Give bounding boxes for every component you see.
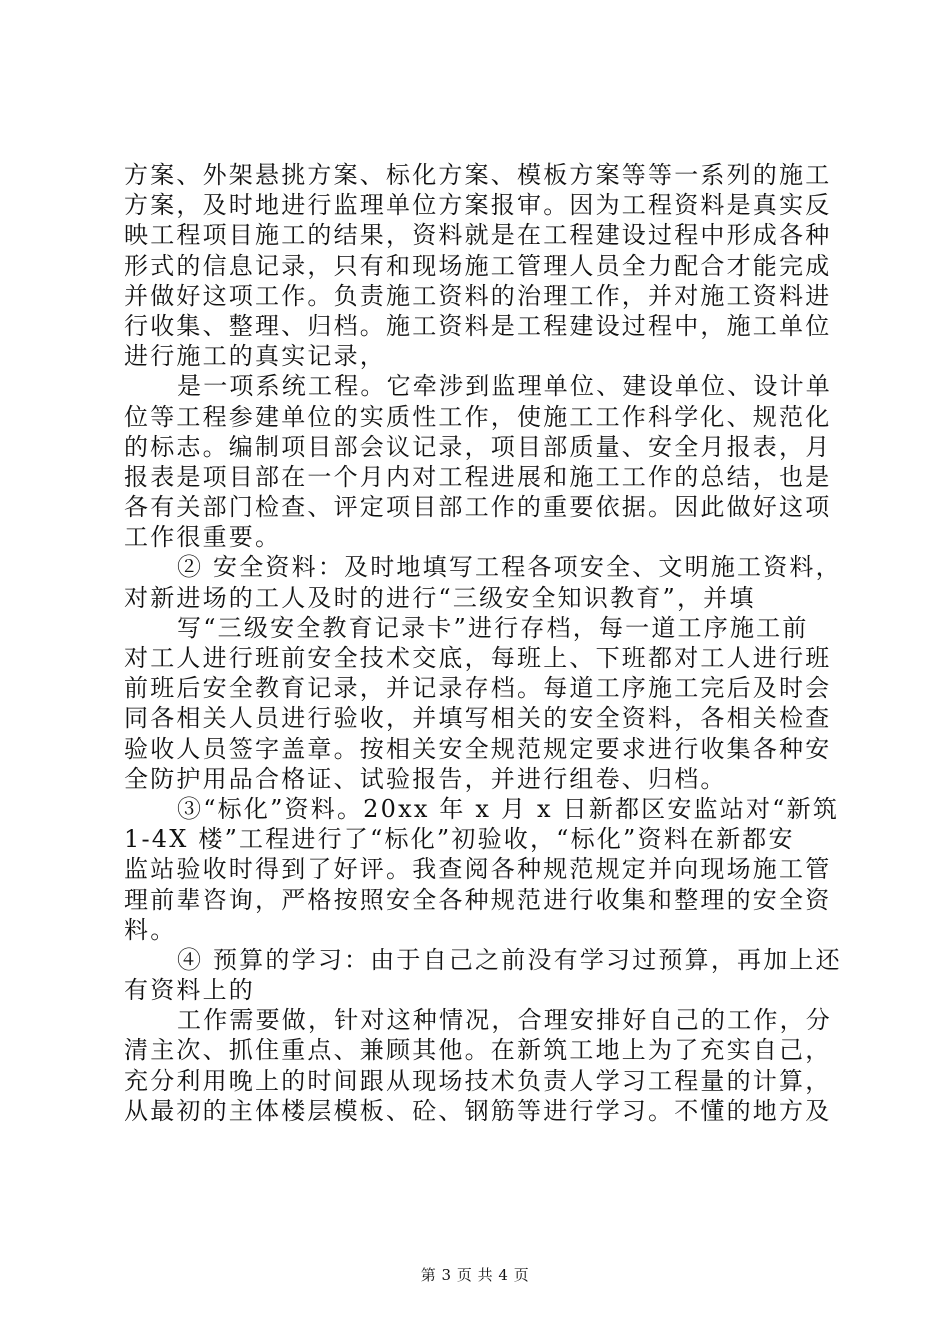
text-line: 各有关部门检查、评定项目部工作的重要依据。因此做好这项 [124,493,832,522]
text-line: 进行施工的真实记录， [124,342,386,371]
text-line: 工作很重要。 [124,523,282,552]
text-line: 监站验收时得到了好评。我查阅各种规范规定并向现场施工管 [124,855,832,884]
text-line: 有资料上的 [124,976,255,1005]
text-line: 充分利用晚上的时间跟从现场技术负责人学习工程量的计算， [124,1066,832,1095]
text-line: 从最初的主体楼层模板、砼、钢筋等进行学习。不懂的地方及 [124,1096,832,1125]
text-line: 清主次、抓住重点、兼顾其他。在新筑工地上为了充实自己， [124,1036,832,1065]
text-line: 方案，及时地进行监理单位方案报审。因为工程资料是真实反 [124,191,832,220]
text-line: 对工人进行班前安全技术交底，每班上、下班都对工人进行班 [124,644,832,672]
body-text [124,160,844,1126]
text-line: 全防护用品合格证、试验报告，并进行组卷、归档。 [124,764,727,793]
text-line: 1-4X 楼”工程进行了“标化”初验收，“标化”资料在新都安 [124,825,795,854]
text-line: 料。 [124,915,177,944]
text-line: 并做好这项工作。负责施工资料的治理工作，并对施工资料进 [124,281,832,310]
text-line: 的标志。编制项目部会议记录，项目部质量、安全月报表，月 [124,432,832,461]
text-line: 位等工程参建单位的实质性工作，使施工工作科学化、规范化 [124,402,832,431]
page-number-footer: 第 3 页 共 4 页 [420,1266,530,1284]
text-line: 行收集、整理、归档。施工资料是工程建设过程中，施工单位 [124,311,832,340]
text-line: 前班后安全教育记录，并记录存档。每道工序施工完后及时会 [124,674,832,703]
text-line: 映工程项目施工的结果，资料就是在工程建设过程中形成各种 [124,221,832,250]
text-line: 报表是项目部在一个月内对工程进展和施工工作的总结，也是 [124,462,832,491]
text-line: 是一项系统工程。它牵涉到监理单位、建设单位、设计单 [177,372,832,401]
text-line: 验收人员签字盖章。按相关安全规范规定要求进行收集各种安 [124,734,832,763]
text-line: 方案、外架悬挑方案、标化方案、模板方案等等一系列的施工 [124,161,832,189]
text-line: 工作需要做，针对这种情况，合理安排好自己的工作，分 [177,1006,832,1035]
text-line: 同各相关人员进行验收，并填写相关的安全资料，各相关检查 [124,704,832,733]
text-line: ④ 预算的学习：由于自己之前没有学习过预算，再加上还 [177,945,842,974]
text-line: 对新进场的工人及时的进行“三级安全知识教育”，并填 [124,583,756,612]
text-line: 形式的信息记录，只有和现场施工管理人员全力配合才能完成 [124,251,832,280]
text-line: ② 安全资料：及时地填写工程各项安全、文明施工资料， [177,553,842,582]
text-line: ③“标化”资料。20xx 年 x 月 x 日新都区安监站对“新筑 [177,794,840,823]
text-line: 写“三级安全教育记录卡”进行存档，每一道工序施工前 [177,613,809,642]
text-line: 理前辈咨询，严格按照安全各种规范进行收集和整理的安全资 [124,885,832,914]
